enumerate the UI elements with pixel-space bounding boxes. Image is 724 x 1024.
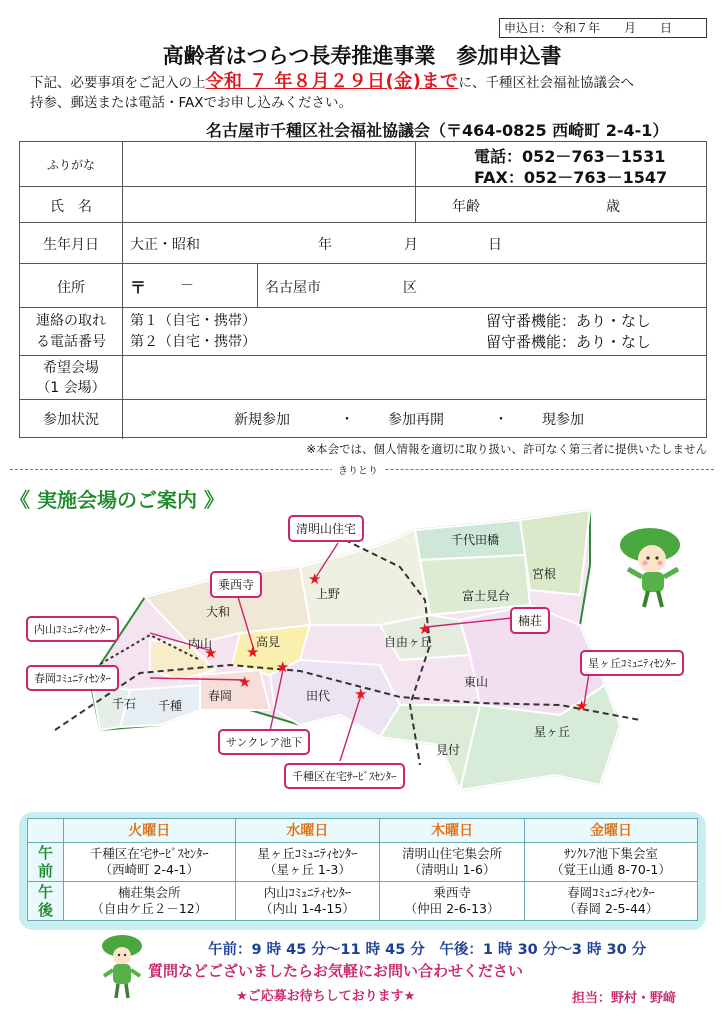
schedule-cell <box>524 843 697 882</box>
venue-star: ★ <box>575 697 589 715</box>
venue-address: （西崎町 2-4-1） <box>99 862 199 877</box>
inquiry-message: 質問などございましたらお気軽にお問い合わせください <box>148 962 524 980</box>
schedule-cell <box>64 843 236 882</box>
callout-kasuga-cc[interactable]: 春岡ｺﾐｭﾆﾃｨｾﾝﾀｰ <box>26 665 119 691</box>
answering-machine-1[interactable]: 留守番機能：あり・なし <box>486 312 652 330</box>
venue-name: 春岡ｺﾐｭﾆﾃｨｾﾝﾀｰ <box>567 885 655 900</box>
deadline-text: 令和 ７ 年８月２９日(金)まで <box>205 71 459 92</box>
area-label: 千種 <box>158 699 183 713</box>
area-fujimidai <box>420 555 530 615</box>
contact-label-line1: 連絡の取れ <box>36 313 106 329</box>
status-resume[interactable]: 参加再開 <box>388 412 444 428</box>
venue-address: （覚王山通 8-70-1） <box>551 862 671 877</box>
answering-machine-2[interactable]: 留守番機能：あり・なし <box>486 333 652 351</box>
furigana-label: ふりがな <box>46 158 95 172</box>
pm-slot-label: 午 後 <box>28 882 64 921</box>
venue-address: （仲田 2-6-13） <box>404 901 500 916</box>
venue-name: 千種区在宅ｻｰﾋﾞｽｾﾝﾀｰ <box>89 846 209 861</box>
venue-address: （星ヶ丘 1-3） <box>263 862 351 877</box>
name-label: 氏 名 <box>50 199 92 215</box>
venue-address: （内山 1-4-15） <box>259 901 355 916</box>
day-header: 水曜日 <box>235 819 380 843</box>
intro-text <box>30 72 714 113</box>
name-input[interactable] <box>123 187 414 222</box>
status-new[interactable]: 新規参加 <box>234 412 290 428</box>
venue-name: 清明山住宅集会所 <box>402 846 503 861</box>
area-label: 宮根 <box>532 567 557 581</box>
staff-contact: 担当：野村・野﨑 <box>572 991 677 1006</box>
venue-name: 楠荘集会所 <box>118 885 181 900</box>
ward-label: 区 <box>403 280 417 296</box>
intro-after: に、千種区社会福祉協議会へ <box>458 75 634 91</box>
privacy-note: ※本会では、個人情報を適切に取り扱い、許可なく第三者に提供いたしません <box>306 442 707 456</box>
birthdate-label: 生年月日 <box>43 237 99 253</box>
org-fax: FAX：052－763－1547 <box>474 168 668 187</box>
venue-name: ｻﾝｸﾚｱ池下集会室 <box>564 846 658 861</box>
area-miyane <box>520 510 590 595</box>
venue-star: ★ <box>238 673 252 691</box>
schedule-cell <box>380 843 525 882</box>
birth-era[interactable]: 大正・昭和 <box>130 237 200 253</box>
age-input[interactable] <box>490 188 600 221</box>
address-label: 住所 <box>57 280 85 296</box>
status-current[interactable]: 現参加 <box>542 412 584 428</box>
birth-month[interactable]: 月 <box>404 237 418 253</box>
furigana-input[interactable] <box>123 143 414 186</box>
venue-address: （清明山 1-6） <box>408 862 496 877</box>
day-header: 金曜日 <box>524 819 697 843</box>
venue-section-title: 《 実施会場のご案内 》 <box>10 488 224 512</box>
venue-address: （自由ケ丘２－12） <box>91 901 208 916</box>
application-form <box>19 141 707 438</box>
area-label: 千石 <box>112 697 137 711</box>
org-phone: 電話：052－763－1531 <box>474 147 666 166</box>
birth-year[interactable]: 年 <box>318 237 332 253</box>
leaf-mascot-illustration <box>618 525 688 611</box>
venue-input[interactable] <box>123 356 705 398</box>
callout-kusunoki[interactable]: 楠荘 <box>510 607 550 634</box>
postal-code-input[interactable]: － <box>180 278 194 294</box>
venue-map <box>0 505 724 815</box>
area-label: 春岡 <box>208 689 233 703</box>
callout-uchiyama-cc[interactable]: 内山ｺﾐｭﾆﾃｨｾﾝﾀｰ <box>26 616 119 642</box>
venue-star: ★ <box>308 570 322 588</box>
venue-label-line1: 希望会場 <box>43 360 99 376</box>
callout-sunclair[interactable]: サンクレア池下 <box>218 729 310 755</box>
area-label: 見付 <box>436 743 461 757</box>
status-separator: ・ <box>340 412 354 428</box>
area-label: 富士見台 <box>462 589 511 603</box>
venue-address: （春岡 2-5-44） <box>563 901 659 916</box>
city-label: 名古屋市 <box>265 280 321 296</box>
age-unit: 歳 <box>606 199 620 215</box>
area-label: 千代田橋 <box>451 533 500 547</box>
schedule-cell <box>380 882 525 921</box>
callout-service-center[interactable]: 千種区在宅ｻｰﾋﾞｽｾﾝﾀｰ <box>284 763 405 789</box>
schedule-panel <box>19 812 706 930</box>
apply-date-box[interactable]: 申込日：令和７年 月 日 <box>499 18 707 38</box>
schedule-table <box>27 818 698 921</box>
area-label: 大和 <box>206 605 231 619</box>
area-label: 星ヶ丘 <box>534 725 571 739</box>
status-separator: ・ <box>494 412 508 428</box>
callout-seimeiyama[interactable]: 清明山住宅 <box>288 515 364 542</box>
age-label: 年齢 <box>452 199 480 215</box>
session-times: 午前：9 時 45 分～11 時 45 分 午後：1 時 30 分～3 時 30 分 <box>208 942 647 958</box>
postal-mark: 〒 <box>130 278 147 297</box>
schedule-cell <box>64 882 236 921</box>
contact-phone-1[interactable]: 第１（自宅・携帯） <box>130 313 256 329</box>
schedule-cell <box>524 882 697 921</box>
schedule-cell <box>235 882 380 921</box>
venue-star: ★ <box>276 658 290 676</box>
page-title: 高齢者はつらつ長寿推進事業 参加申込書 <box>162 44 562 68</box>
leaf-mascot-small-illustration <box>100 934 146 1002</box>
venue-label-line2: （1 会場） <box>36 380 106 396</box>
area-label: 自由ヶ丘 <box>384 635 433 649</box>
status-label: 参加状況 <box>43 412 99 428</box>
contact-label-line2: る電話番号 <box>36 334 106 350</box>
cut-label: きりとり <box>332 462 384 477</box>
organization-address: 名古屋市千種区社会福祉協議会（〒464-0825 西崎町 2-4-1） <box>206 121 669 140</box>
venue-name: 星ヶ丘ｺﾐｭﾆﾃｨｾﾝﾀｰ <box>257 846 358 861</box>
welcome-message: ★ご応募お待ちしております★ <box>236 989 416 1004</box>
callout-hoshigaoka-cc[interactable]: 星ヶ丘ｺﾐｭﾆﾃｨｾﾝﾀｰ <box>580 650 684 676</box>
contact-phone-2[interactable]: 第２（自宅・携帯） <box>130 334 256 350</box>
venue-star: ★ <box>354 685 368 703</box>
schedule-cell <box>235 843 380 882</box>
intro-before: 下記、必要事項をご記入の上 <box>30 75 206 91</box>
area-label: 内山 <box>188 637 213 651</box>
intro-line2: 持参、郵送または電話・FAXでお申し込みください。 <box>30 95 353 111</box>
day-header: 木曜日 <box>380 819 525 843</box>
schedule-corner <box>28 819 64 843</box>
venue-name: 乗西寺 <box>433 885 471 900</box>
venue-star: ★ <box>246 643 260 661</box>
area-label: 高見 <box>256 635 281 649</box>
callout-josaiji[interactable]: 乗西寺 <box>210 571 262 598</box>
day-header: 火曜日 <box>64 819 236 843</box>
am-slot-label: 午 前 <box>28 843 64 882</box>
area-label: 東山 <box>464 675 489 689</box>
birth-day[interactable]: 日 <box>488 237 502 253</box>
venue-name: 内山ｺﾐｭﾆﾃｨｾﾝﾀｰ <box>263 885 352 900</box>
area-label: 上野 <box>316 587 341 601</box>
area-taishiro <box>270 660 400 737</box>
area-label: 田代 <box>306 689 331 703</box>
venue-star: ★ <box>204 644 218 662</box>
venue-star: ★ <box>418 620 432 638</box>
